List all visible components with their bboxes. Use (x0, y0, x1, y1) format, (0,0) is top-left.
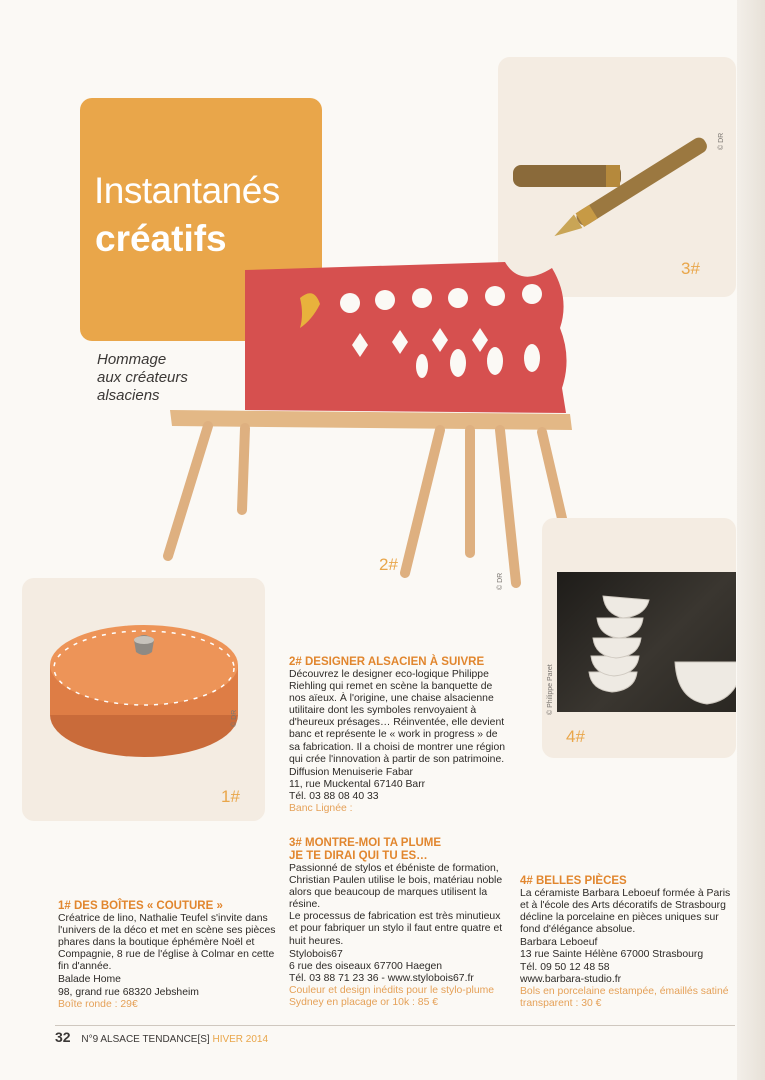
address-line: Balade Home (58, 974, 121, 986)
pen-cap (513, 165, 621, 187)
bench-seat (170, 410, 572, 430)
section-2 (289, 656, 507, 815)
section-price: Bols en porcelaine estampée, émaillés satiné transparent : 30 € (520, 985, 729, 1009)
section-heading: 1# DES BOÎTES « COUTURE » (58, 900, 223, 912)
issue-number: N°9 (81, 1034, 99, 1045)
subtitle-line: aux créateurs (97, 369, 188, 386)
subtitle-line: Hommage (97, 351, 167, 368)
address-line: Tél. 03 88 71 23 36 - www.stylobois67.fr (289, 972, 474, 984)
item-number-3: 3# (681, 259, 700, 278)
address-line: Stylobois67 (289, 948, 343, 960)
section-3 (289, 837, 507, 1009)
address-line: 6 rue des oiseaux 67700 Haegen (289, 960, 443, 972)
magazine-name: ALSACE TENDANCE[S] (100, 1034, 210, 1045)
photo-credit-1: © DR (231, 709, 238, 727)
item-number-4: 4# (566, 727, 585, 746)
section-address (58, 974, 276, 998)
section-heading: 2# DESIGNER ALSACIEN À SUIVRE (289, 656, 485, 668)
porcelain-bowls-image (557, 572, 736, 712)
section-address (520, 937, 732, 985)
section-body: Découvrez le designer eco-logique Philippe Riehling qui remet en scène la banquette de nos aïeux. À l'origine, une chaise alsacienne utilitaire dont les symboles renvoyaient à d'heureux présages… Réinventée, elle devient banc et représente le « work in progress » de sa fabrication. Il a choisi de montrer une région qui crée l'innovation à partir de son patrimoine. (289, 669, 506, 765)
subtitle-line: alsaciens (97, 387, 160, 404)
section-4 (520, 875, 732, 1010)
photo-credit-3: © DR (718, 132, 725, 150)
section-1 (58, 900, 276, 1011)
address-line: 11, rue Muckental 67140 Barr (289, 778, 426, 790)
section-price: Banc Lignée : (289, 803, 353, 815)
section-body: Passionné de stylos et ébéniste de formation, Christian Paulen utilise le bois, matériau noble alors que beaucoup de marques utilisent la résine. (289, 863, 503, 911)
section-body-2: Le processus de fabrication est très minutieux et pour fabriquer un stylo il faut entre quatre et huit heures. (289, 911, 503, 947)
page-title-line1: Instantanés (94, 170, 280, 211)
section-address (289, 949, 507, 985)
bench-backrest (245, 262, 567, 413)
address-line: 13 rue Sainte Hélène 67000 Strasbourg (520, 949, 704, 961)
section-address (289, 767, 507, 803)
address-line: Tél. 03 88 08 40 33 (289, 790, 379, 802)
page-number: 32 (55, 1029, 71, 1045)
photo-credit-4: © Philippe Paret (547, 664, 554, 715)
section-body: Créatrice de lino, Nathalie Teufel s'invite dans l'univers de la déco et met en scène ses pièces phares dans la boutique éphémère Noël et Compagnie, 8 rue de l'église à Colmar en cette fin d'année. (58, 913, 276, 973)
item-number-2: 2# (379, 555, 398, 574)
season: HIVER 2014 (212, 1034, 269, 1045)
bench-image (160, 258, 580, 593)
pen-image (498, 110, 736, 250)
address-line: 98, grand rue 68320 Jebsheim (58, 986, 199, 998)
photo-credit-2: © DR (497, 572, 504, 590)
sewn-box-image (44, 620, 244, 760)
page-footer (55, 1029, 268, 1045)
section-body: La céramiste Barbara Leboeuf formée à Paris et à l'école des Arts décoratifs de Strasbourg décline la porcelaine en pièces uniques sur fond d'élégance absolue. (520, 888, 731, 936)
address-line: Barbara Leboeuf (520, 937, 598, 949)
section-heading: 4# BELLES PIÈCES (520, 875, 627, 887)
item-number-1: 1# (221, 787, 240, 806)
page-edge (737, 0, 765, 1080)
page-title-line2: créatifs (95, 218, 227, 259)
address-line: Diffusion Menuiserie Fabar (289, 766, 413, 778)
section-price: Couleur et design inédits pour le stylo-plume Sydney en placage or 10k : 85 € (289, 984, 495, 1009)
section-heading: 3# MONTRE-MOI TA PLUME (289, 837, 442, 849)
footer-rule (55, 1025, 735, 1026)
address-line: www.barbara-studio.fr (520, 973, 622, 985)
address-line: Tél. 09 50 12 48 58 (520, 961, 610, 973)
section-price: Boîte ronde : 29€ (58, 998, 138, 1010)
pen-cap-band (606, 165, 620, 187)
section-heading: JE TE DIRAI QUI TU ES… (289, 850, 428, 862)
